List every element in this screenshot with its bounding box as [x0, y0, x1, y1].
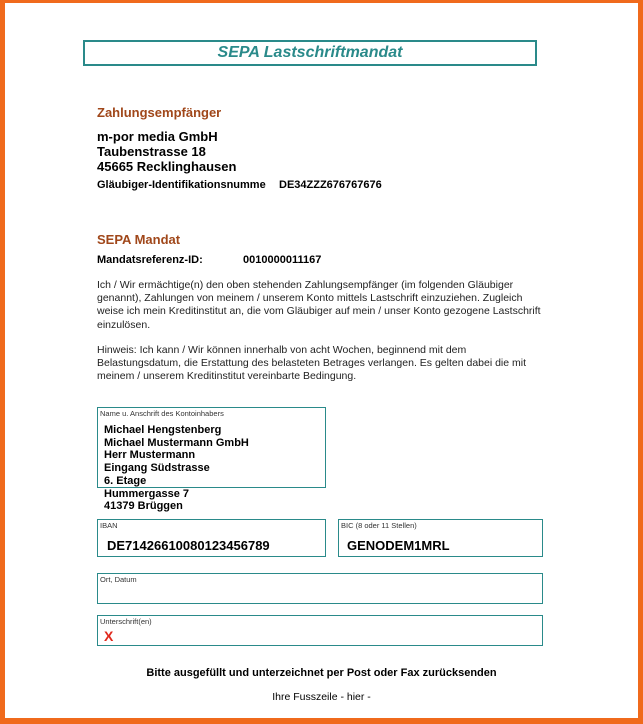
address-line: Michael Hengstenberg [104, 424, 222, 436]
address-line: Eingang Südstrasse [104, 462, 210, 475]
mandate-ref-value: 0010000011167 [243, 254, 322, 266]
creditor-street: Taubenstrasse 18 [97, 144, 206, 159]
address-line: Hummergasse 7 [104, 487, 189, 500]
address-line: 41379 Brüggen [104, 500, 183, 513]
iban-value: DE71426610080123456789 [107, 538, 270, 553]
iban-field[interactable] [97, 519, 326, 557]
signature-label: Unterschrift(en) [100, 617, 152, 626]
iban-label: IBAN [100, 521, 118, 530]
address-line: 6. Etage [104, 474, 147, 487]
place-date-field[interactable] [97, 573, 543, 604]
document-title: SEPA Lastschriftmandat [217, 44, 403, 61]
mandate-ref-label: Mandatsreferenz-ID: [97, 254, 203, 266]
footer-line: Ihre Fusszeile - hier - [272, 691, 371, 703]
mandate-authorization-text: Ich / Wir ermächtige(n) den oben stehenden Zahlungsempfänger (im folgenden Gläubiger genannt), Zahlungen von meinem / unserem Konto mittels Lastschrift einzuziehen. Zugleich weise ich mein Kreditinstitut an, die vom Gläubiger auf mein / unser Konto gezogene Lastschrift einzulösen. [97, 279, 541, 331]
mandate-heading: SEPA Mandat [97, 232, 181, 247]
bic-label: BIC (8 oder 11 Stellen) [341, 521, 417, 530]
creditor-id-label: Gläubiger-Identifikationsnumme [97, 179, 266, 191]
title-box [83, 40, 537, 66]
signature-field[interactable] [97, 615, 543, 646]
account-holder-label: Name u. Anschrift des Kontoinhabers [100, 409, 224, 418]
signature-mark-icon: X [104, 628, 114, 644]
return-instruction: Bitte ausgefüllt und unterzeichnet per Post oder Fax zurücksenden [146, 667, 497, 679]
bic-field[interactable] [338, 519, 543, 557]
creditor-city: 45665 Recklinghausen [97, 159, 237, 174]
mandate-notice-text: Hinweis: Ich kann / Wir können innerhalb von acht Wochen, beginnend mit dem Belastungsdatum, die Erstattung des belasteten Betrages verlangen. Es gelten dabei die mit meinem / unserem Kreditinstitut vereinbarte Bedingung. [97, 344, 527, 383]
place-date-label: Ort, Datum [100, 575, 137, 584]
creditor-name: m-por media GmbH [97, 129, 218, 144]
address-line: Herr Mustermann [104, 449, 196, 462]
creditor-heading: Zahlungsempfänger [97, 105, 222, 120]
address-line: Michael Mustermann GmbH [104, 436, 249, 449]
creditor-id-value: DE34ZZZ676767676 [279, 179, 382, 191]
bic-value: GENODEM1MRL [347, 538, 450, 553]
account-holder-address [104, 424, 249, 513]
